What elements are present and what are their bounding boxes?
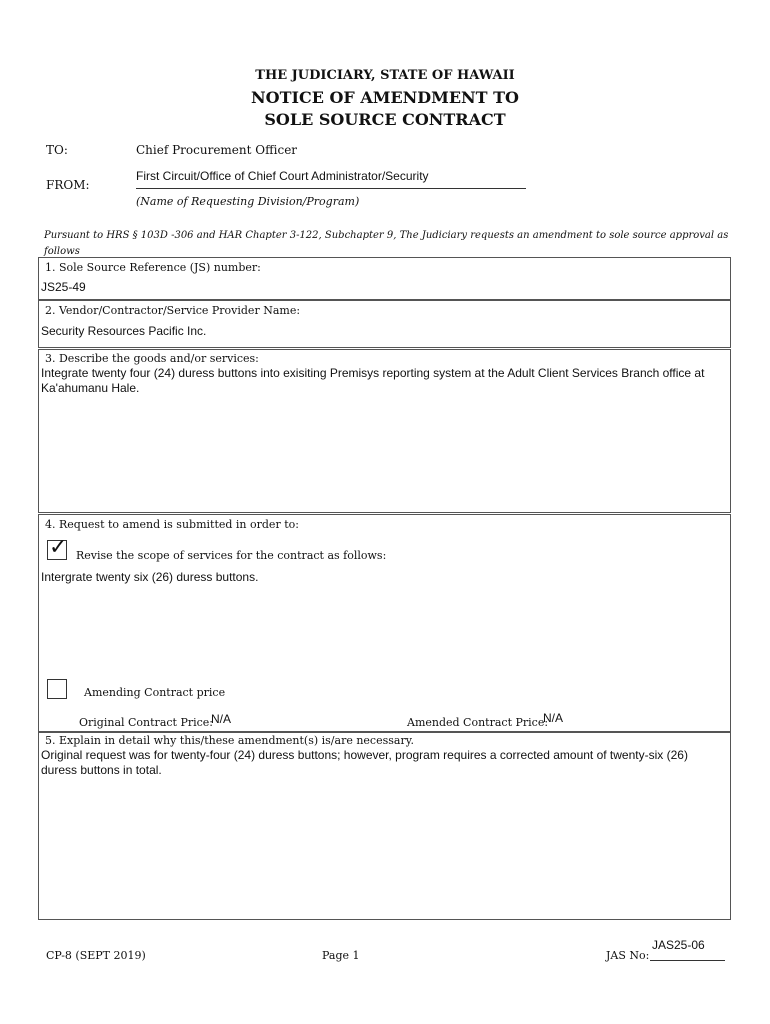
revise-scope-checkbox[interactable] xyxy=(47,535,68,560)
section-3-box xyxy=(38,349,731,513)
section-2-label: 2. Vendor/Contractor/Service Provider Name: xyxy=(45,304,301,317)
form-title-line1: NOTICE OF AMENDMENT TO xyxy=(251,88,519,107)
justification-field[interactable]: Original request was for twenty-four (24) duress buttons; however, program requires a corrected amount of twenty-six (26) duress buttons in total. xyxy=(41,748,688,777)
section-5-label: 5. Explain in detail why this/these amendment(s) is/are necessary. xyxy=(45,734,414,747)
page-number: Page 1 xyxy=(322,949,360,962)
amend-price-checkbox[interactable] xyxy=(47,679,67,699)
form-id: CP-8 (SEPT 2019) xyxy=(46,949,146,962)
section-1-box xyxy=(38,257,731,300)
amended-price-field[interactable]: N/A xyxy=(543,711,564,725)
checkmark-icon: ✓ xyxy=(49,535,68,560)
section-4-label: 4. Request to amend is submitted in order to: xyxy=(45,518,299,531)
form-title-line2: SOLE SOURCE CONTRACT xyxy=(264,110,506,129)
jas-number-field[interactable]: JAS25-06 xyxy=(652,938,705,952)
revise-scope-field[interactable]: Intergrate twenty six (26) duress buttons. xyxy=(41,570,259,584)
jas-label: JAS No: xyxy=(606,949,650,962)
section-4-box xyxy=(38,514,731,732)
goods-services-field[interactable]: Integrate twenty four (24) duress buttons into exisiting Premisys reporting system at the Adult Client Services Branch office at Ka'ahumanu Hale. xyxy=(41,366,705,395)
from-label: FROM: xyxy=(46,178,90,192)
to-label: TO: xyxy=(46,143,68,157)
from-value[interactable]: First Circuit/Office of Chief Court Administrator/Security xyxy=(136,169,429,183)
original-price-label: Original Contract Price: xyxy=(79,716,214,729)
revise-scope-label: Revise the scope of services for the contract as follows: xyxy=(76,549,387,562)
js-number-field[interactable]: JS25-49 xyxy=(41,280,86,294)
section-5-box xyxy=(38,732,731,920)
vendor-name-field[interactable]: Security Resources Pacific Inc. xyxy=(41,324,207,338)
original-price-field[interactable]: N/A xyxy=(211,712,232,726)
jas-underline xyxy=(650,960,725,961)
from-underline xyxy=(136,188,526,189)
section-3-label: 3. Describe the goods and/or services: xyxy=(45,352,259,365)
from-caption: (Name of Requesting Division/Program) xyxy=(136,195,360,208)
amend-price-label: Amending Contract price xyxy=(84,686,226,699)
section-1-label: 1. Sole Source Reference (JS) number: xyxy=(45,261,261,274)
to-value: Chief Procurement Officer xyxy=(136,143,298,157)
judiciary-heading: THE JUDICIARY, STATE OF HAWAII xyxy=(255,68,515,83)
section-2-box xyxy=(38,300,731,348)
intro-text: Pursuant to HRS § 103D -306 and HAR Chapter 3-122, Subchapter 9, The Judiciary requests an amendment to sole source approval as follows xyxy=(44,230,729,257)
amended-price-label: Amended Contract Price: xyxy=(407,716,549,729)
